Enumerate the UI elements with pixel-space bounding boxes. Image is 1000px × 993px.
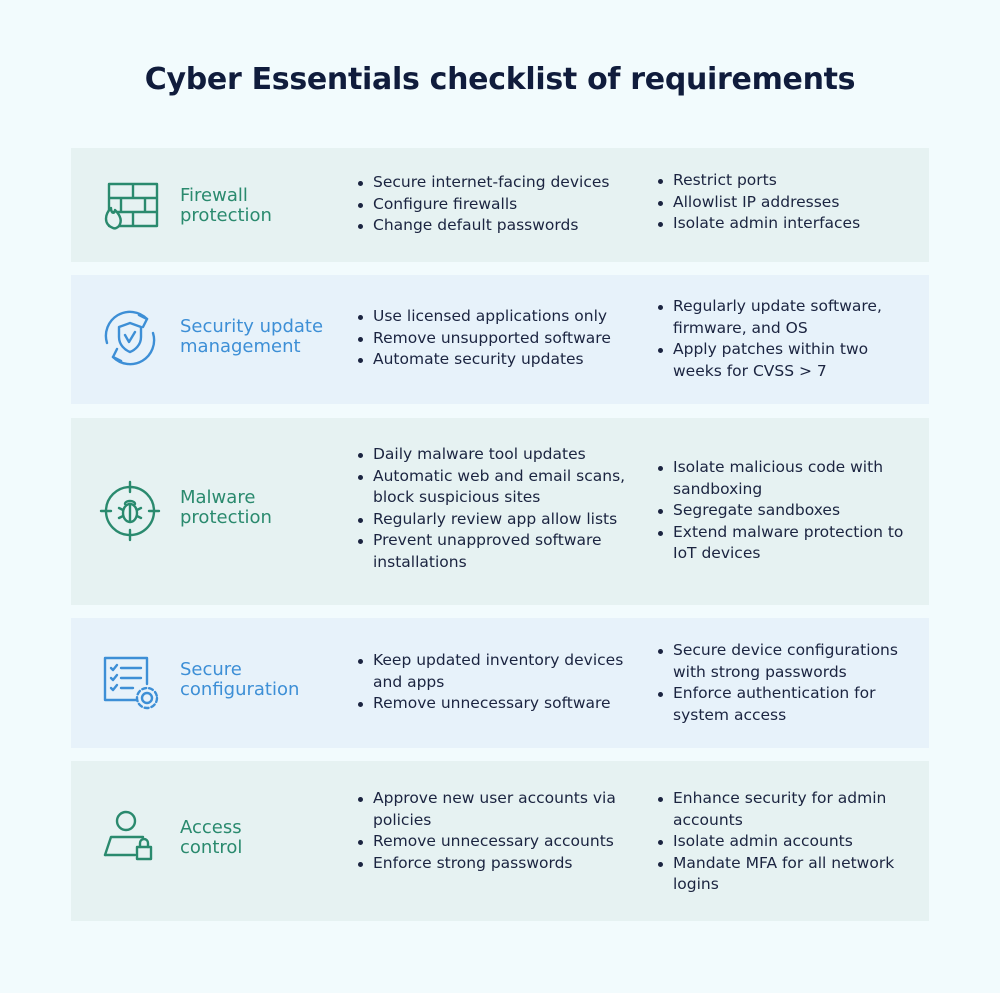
- row-label: Access control: [180, 817, 243, 858]
- list-item: Automate security updates: [357, 349, 632, 371]
- list-item: Approve new user accounts via policies: [357, 788, 632, 831]
- list-item: Regularly review app allow lists: [357, 509, 632, 531]
- list-item: Remove unsupported software: [357, 328, 632, 350]
- list-item: Enforce authentication for system access: [657, 683, 912, 726]
- row-label: Firewall protection: [180, 185, 272, 226]
- list-item: Secure device configurations with strong passwords: [657, 640, 912, 683]
- requirements-list-primary: [357, 444, 632, 573]
- requirements-list-secondary: [657, 296, 912, 382]
- requirements-list-secondary: [657, 170, 912, 235]
- list-item: Isolate admin interfaces: [657, 213, 912, 235]
- list-item: Isolate admin accounts: [657, 831, 912, 853]
- requirements-list-primary: [357, 172, 632, 237]
- firewall-icon: [99, 174, 161, 236]
- list-item: Automatic web and email scans, block suspicious sites: [357, 466, 632, 509]
- list-item: Regularly update software, firmware, and OS: [657, 296, 912, 339]
- shield-update-icon: [99, 307, 161, 369]
- requirement-row-malware: [71, 418, 929, 605]
- list-item: Mandate MFA for all network logins: [657, 853, 912, 896]
- requirement-row-firewall: [71, 148, 929, 262]
- list-item: Isolate malicious code with sandboxing: [657, 457, 912, 500]
- page-title: Cyber Essentials checklist of requirements: [144, 62, 856, 97]
- row-label: Malware protection: [180, 487, 272, 528]
- list-item: Restrict ports: [657, 170, 912, 192]
- requirements-list-primary: [357, 650, 632, 715]
- requirements-list-secondary: [657, 457, 912, 565]
- row-label: Security update management: [180, 316, 324, 357]
- bug-target-icon: [99, 480, 161, 542]
- list-item: Allowlist IP addresses: [657, 192, 912, 214]
- requirements-list-secondary: [657, 788, 912, 896]
- list-item: Remove unnecessary accounts: [357, 831, 632, 853]
- list-item: Change default passwords: [357, 215, 632, 237]
- list-item: Remove unnecessary software: [357, 693, 632, 715]
- checklist-gear-icon: [99, 652, 161, 714]
- list-item: Prevent unapproved software installations: [357, 530, 632, 573]
- list-item: Extend malware protection to IoT devices: [657, 522, 912, 565]
- requirements-list-primary: [357, 306, 632, 371]
- requirement-row-access-control: [71, 761, 929, 921]
- requirement-row-secure-configuration: [71, 618, 929, 748]
- list-item: Use licensed applications only: [357, 306, 632, 328]
- requirement-row-security-update: [71, 275, 929, 404]
- list-item: Keep updated inventory devices and apps: [357, 650, 632, 693]
- list-item: Enforce strong passwords: [357, 853, 632, 875]
- list-item: Daily malware tool updates: [357, 444, 632, 466]
- list-item: Secure internet-facing devices: [357, 172, 632, 194]
- requirements-list-secondary: [657, 640, 912, 726]
- list-item: Configure firewalls: [357, 194, 632, 216]
- list-item: Enhance security for admin accounts: [657, 788, 912, 831]
- user-lock-icon: [99, 807, 161, 869]
- list-item: Segregate sandboxes: [657, 500, 912, 522]
- list-item: Apply patches within two weeks for CVSS > 7: [657, 339, 912, 382]
- row-label: Secure configuration: [180, 659, 300, 700]
- requirements-list-primary: [357, 788, 632, 874]
